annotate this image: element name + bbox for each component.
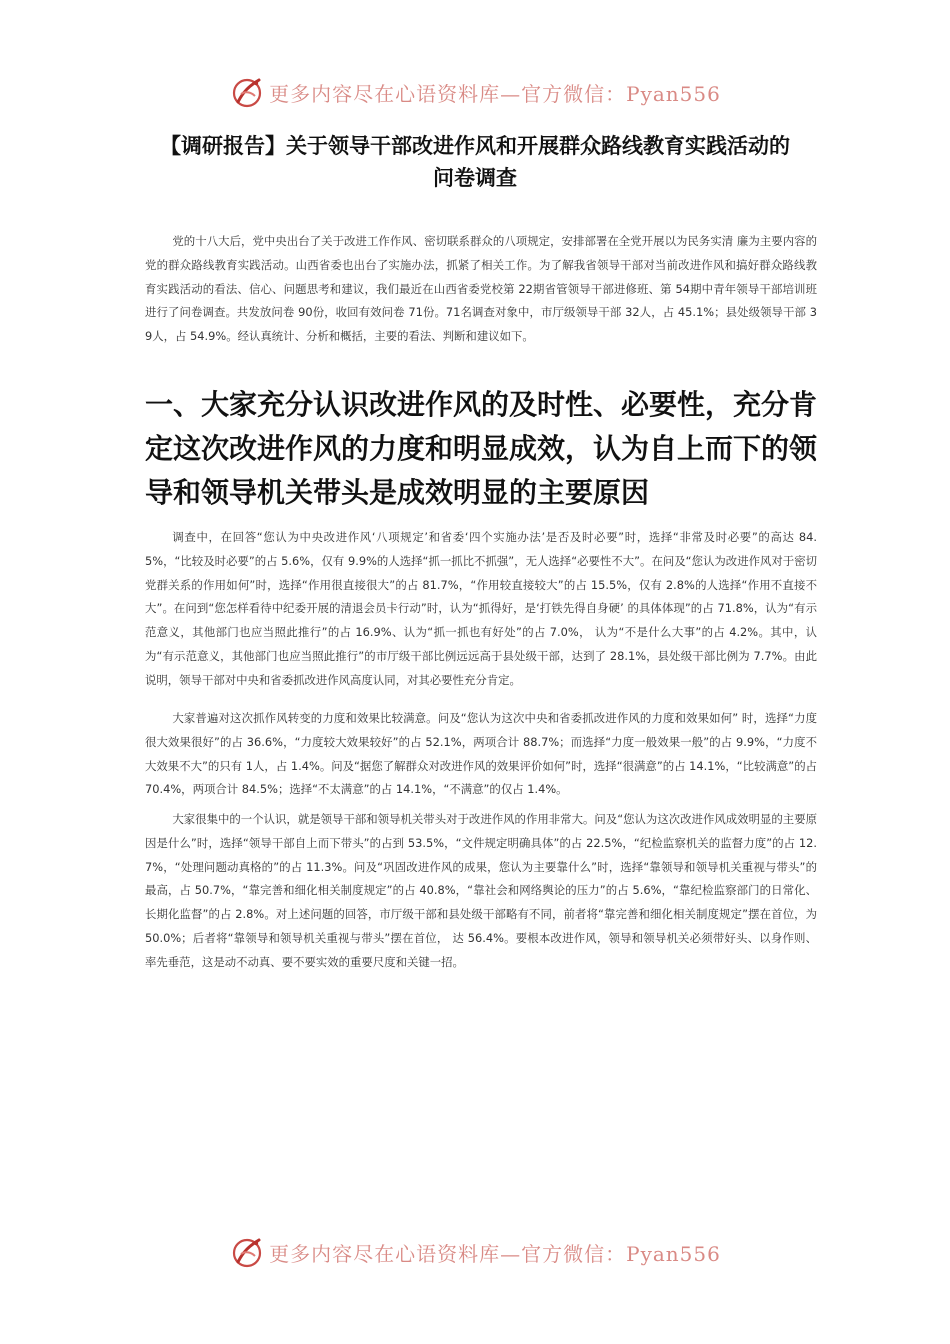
section-1-paragraph-1: 调查中，在回答“您认为中央改进作风‘八项规定’和省委‘四个实施办法’是否及时必要”时，选择“非常及时必要”的高达 84.5%，“比较及时必要”的占 5.6%，仅有 9.9%的人选择“抓一抓比不抓强”，无人选择“必要性不大”。在问及“您认为改进作风对于密切党群关系的作用如何”时，选择“作用很直接很大”的占 81.7%，“作用较直接较大”的占 15.5%，仅有 2.8%的人选择“作用不直接不大”。在问到“您怎样看待中纪委开展的清退会员卡行动”时，认为“抓得好，是‘打铁先得自身硬’ 的具体体现”的占 71.8%，认为“有示范意义，其他部门也应当照此推行”的占 16.9%、认为“抓一抓也有好处”的占 7.0%， 认为“不是什么大事”的占 4.2%。其中，认为“有示范意义，其他部门也应当照此推行”的市厅级干部比例远远高于县处级干部，达到了 28.1%，县处级干部比例为 7.7%。由此说明，领导干部对中央和省委抓改进作风高度认同，对其必要性充分肯定。 bbox=[145, 530, 817, 687]
watermark-text: 更多内容尽在心语资料库—官方微信：Pyan556 bbox=[269, 81, 721, 106]
section-1-paragraph-2: 大家普遍对这次抓作风转变的力度和效果比较满意。问及“您认为这次中央和省委抓改进作风的力度和效果如何” 时，选择“力度很大效果很好”的占 36.6%，“力度较大效果较好”的占 52.1%，两项合计 88.7%；而选择“力度一般效果一般”的占 9.9%，“力度不大效果不大”的只有 1人，占 1.4%。问及“据您了解群众对改进作风的效果评价如何”时，选择“很满意”的占 14.1%，“比较满意”的占 70.4%，两项合计 84.5%；选择“不太满意”的占 14.1%，“不满意”的仅占 1.4%。 bbox=[145, 711, 817, 797]
watermark-footer bbox=[0, 1232, 950, 1272]
brand-logo-icon bbox=[229, 74, 265, 110]
document-title bbox=[80, 130, 870, 194]
section-1-paragraph-3: 大家很集中的一个认识，就是领导干部和领导机关带头对于改进作风的作用非常大。问及“您认为这次改进作风成效明显的主要原因是什么”时，选择“领导干部自上而下带头”的占到 53.5%，“文件规定明确具体”的占 22.5%，“纪检监察机关的监督力度”的占 12.7%，“处理问题动真格的”的占 11.3%。问及“巩固改进作风的成果，您认为主要靠什么”时，选择“靠领导和领导机关重视与带头”的最高，占 50.7%，“靠完善和细化相关制度规定”的占 40.8%，“靠社会和网络舆论的压力”的占 5.6%，“靠纪检监察部门的日常化、长期化监督”的占 2.8%。对上述问题的回答，市厅级干部和县处级干部略有不同，前者将“靠完善和细化相关制度规定”摆在首位，为 50.0%；后者将“靠领导和领导机关重视与带头”摆在首位， 达 56.4%。要根本改进作风，领导和领导机关必须带好头、以身作则、率先垂范，这是动不动真、要不要实效的重要尺度和关键一招。 bbox=[145, 812, 817, 969]
watermark-text: 更多内容尽在心语资料库—官方微信：Pyan556 bbox=[269, 1241, 721, 1266]
document-title-line1: 【调研报告】关于领导干部改进作风和开展群众路线教育实践活动的 bbox=[160, 134, 790, 158]
document-title-line2: 问卷调查 bbox=[433, 166, 517, 190]
section-1-heading: 一、大家充分认识改进作风的及时性、必要性，充分肯定这次改进作风的力度和明显成效，认为自上而下的领导和领导机关带头是成效明显的主要原因 bbox=[145, 388, 818, 509]
watermark-header bbox=[0, 72, 950, 112]
intro-paragraph: 党的十八大后，党中央出台了关于改进工作作风、密切联系群众的八项规定，安排部署在全党开展以为民务实清 廉为主要内容的党的群众路线教育实践活动。山西省委也出台了实施办法，抓紧了相关工作。为了解我省领导干部对当前改进作风和搞好群众路线教育实践活动的看法、信心、问题思考和建议，我们最近在山西省委党校第 22期省管领导干部进修班、第 54期中青年领导干部培训班进行了问卷调查。共发放问卷 90份，收回有效问卷 71份。71名调查对象中，市厅级领导干部 32人，占 45.1%；县处级领导干部 39人，占 54.9%。经认真统计、分析和概括，主要的看法、判断和建议如下。 bbox=[145, 234, 817, 344]
brand-logo-icon bbox=[229, 1234, 265, 1270]
